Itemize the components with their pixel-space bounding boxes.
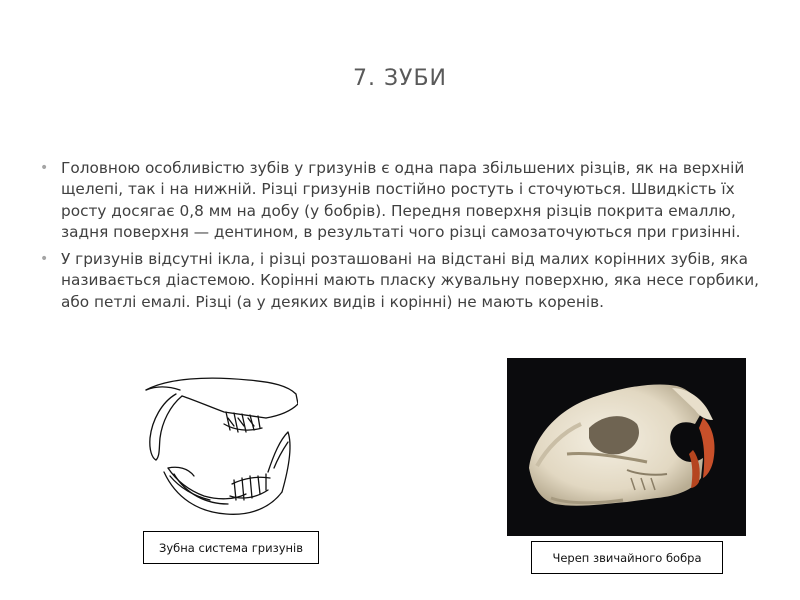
bullet-text: Головною особливістю зубів у гризунів є одна пара збільшених різців, як на верхній щелепі, так і на нижній. Різці гризунів постійно ростуть і сточуються. Швидкість їх росту досягає 0,8 мм на добу (у бобрів). Передня поверхня різців покрита емаллю, задня поверхня — дентином, в результаті чого різці самозаточуються при гризінні. xyxy=(61,159,745,241)
beaver-skull-caption: Череп звичайного бобра xyxy=(531,541,723,574)
bullet-dot-icon: • xyxy=(40,251,49,268)
bullet-text: У гризунів відсутні ікла, і різці розташовані на відстані від малих корінних зубів, яка називається діастемою. Корінні мають пласку жувальну поверхню, яка несе горбики, або петлі емалі. Різці (а у деяких видів і корінні) не мають коренів. xyxy=(61,250,760,311)
slide-title: 7. ЗУБИ xyxy=(352,66,448,91)
bullet-item xyxy=(40,249,760,313)
bullet-list xyxy=(40,158,760,319)
beaver-skull-image xyxy=(507,358,746,536)
rodent-dentition-drawing xyxy=(138,372,298,527)
dentition-caption: Зубна система гризунів xyxy=(143,531,319,564)
bullet-dot-icon: • xyxy=(40,160,49,176)
beaver-skull-photo xyxy=(507,358,746,536)
bullet-item xyxy=(40,158,760,243)
